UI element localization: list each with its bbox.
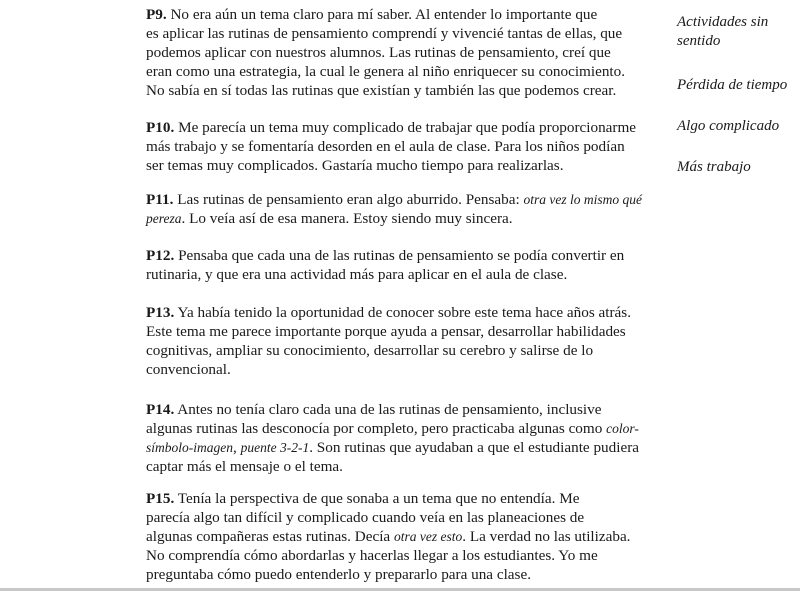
participant-label: P12. — [146, 247, 175, 264]
category-line: Actividades sin — [677, 14, 769, 30]
text-line — [146, 546, 666, 565]
text-line — [146, 24, 666, 43]
text-line — [146, 43, 666, 62]
category-label — [677, 117, 795, 136]
text-line — [146, 118, 666, 137]
response-text: Antes no tenía claro cada una de las rutinas de pensamiento, inclusive — [174, 401, 602, 418]
text-line — [146, 489, 666, 508]
participant-label: P14. — [146, 401, 175, 418]
response-text: es aplicar las rutinas de pensamiento comprendí y vivencié tantas de ellas, que — [146, 25, 623, 42]
response-text: podemos aplicar con nuestros alumnos. Las rutinas de pensamiento, creí que — [146, 44, 611, 61]
italic-quote: pereza — [146, 211, 182, 226]
text-line — [146, 5, 666, 24]
text-line — [146, 209, 666, 228]
response-text: . Son rutinas que ayudaban a que el estudiante pudiera — [309, 439, 640, 456]
text-line — [146, 400, 666, 419]
italic-quote: puente 3-2-1 — [240, 440, 310, 455]
participant-label: P10. — [146, 119, 175, 136]
text-line — [146, 156, 666, 175]
response-paragraph-p10 — [146, 118, 666, 175]
response-paragraph-p9 — [146, 5, 666, 100]
response-text: cognitivas, ampliar su conocimiento, desarrollar su cerebro y salirse de lo — [146, 342, 594, 359]
participant-label: P9. — [146, 6, 167, 23]
response-text: Tenía la perspectiva de que sonaba a un tema que no entendía. Me — [174, 490, 580, 507]
text-line — [146, 508, 666, 527]
text-line — [146, 81, 666, 100]
response-text: más trabajo y se fomentaría desorden en el aula de clase. Para los niños podían — [146, 138, 625, 155]
response-text: algunas rutinas las desconocía por completo, pero practicaba algunas como — [146, 420, 607, 437]
participant-label: P13. — [146, 304, 175, 321]
response-text: Me parecía un tema muy complicado de trabajar que podía proporcionarme — [174, 119, 637, 136]
response-text: preguntaba cómo puedo entenderlo y prepararlo para una clase. — [146, 566, 531, 583]
response-text: Ya había tenido la oportunidad de conocer sobre este tema hace años atrás. — [174, 304, 631, 321]
italic-quote: otra vez esto — [393, 529, 463, 544]
response-text: parecía algo tan difícil y complicado cuando veía en las planeaciones de — [146, 509, 585, 526]
italic-quote: otra vez lo mismo qué — [523, 192, 642, 207]
response-paragraph-p11 — [146, 190, 666, 228]
italic-quote: color- — [606, 421, 639, 436]
category-label — [677, 158, 795, 177]
text-line — [146, 360, 666, 379]
text-line — [146, 457, 666, 476]
response-text: algunas compañeras estas rutinas. Decía — [146, 528, 394, 545]
category-line: sentido — [677, 33, 721, 49]
response-paragraph-p12 — [146, 246, 666, 284]
response-paragraph-p14 — [146, 400, 666, 476]
category-label — [677, 76, 795, 95]
category-label — [677, 13, 795, 51]
response-text: No comprendía cómo abordarlas y hacerlas llegar a los estudiantes. Yo me — [146, 547, 598, 564]
text-line — [146, 137, 666, 156]
response-text: eran como una estrategia, la cual le genera al niño enriquecer su conocimiento. — [146, 63, 626, 80]
response-paragraph-p13 — [146, 303, 666, 379]
category-line: Pérdida de tiempo — [677, 77, 788, 93]
response-text: . La verdad no las utilizaba. — [462, 528, 631, 545]
response-text: No sabía en sí todas las rutinas que existían y también las que podemos crear. — [146, 82, 617, 99]
text-line — [146, 419, 666, 438]
text-line — [146, 246, 666, 265]
text-line — [146, 265, 666, 284]
participant-label: P15. — [146, 490, 175, 507]
response-text: convencional. — [146, 361, 231, 378]
text-line — [146, 190, 666, 209]
response-text: captar más el mensaje o el tema. — [146, 458, 343, 475]
response-text: rutinaria, y que era una actividad más para aplicar en el aula de clase. — [146, 266, 568, 283]
text-line — [146, 527, 666, 546]
response-text: Las rutinas de pensamiento eran algo aburrido. Pensaba: — [173, 191, 524, 208]
italic-quote: símbolo-imagen — [146, 440, 233, 455]
response-text: Este tema me parece importante porque ayuda a pensar, desarrollar habilidades — [146, 323, 626, 340]
text-line — [146, 341, 666, 360]
participant-label: P11. — [146, 191, 174, 208]
category-line: Más trabajo — [677, 159, 751, 175]
response-paragraph-p15 — [146, 489, 666, 584]
response-text: ser temas muy complicados. Gastaría mucho tiempo para realizarlas. — [146, 157, 564, 174]
category-line: Algo complicado — [677, 118, 780, 134]
response-text: . Lo veía así de esa manera. Estoy siendo muy sincera. — [181, 210, 513, 227]
response-text: Pensaba que cada una de las rutinas de pensamiento se podía convertir en — [174, 247, 625, 264]
response-text: No era aún un tema claro para mí saber. Al entender lo importante que — [166, 6, 598, 23]
text-line — [146, 62, 666, 81]
text-line — [146, 303, 666, 322]
text-line — [146, 565, 666, 584]
text-line — [146, 438, 666, 457]
text-line — [146, 322, 666, 341]
response-text: , — [233, 439, 241, 456]
